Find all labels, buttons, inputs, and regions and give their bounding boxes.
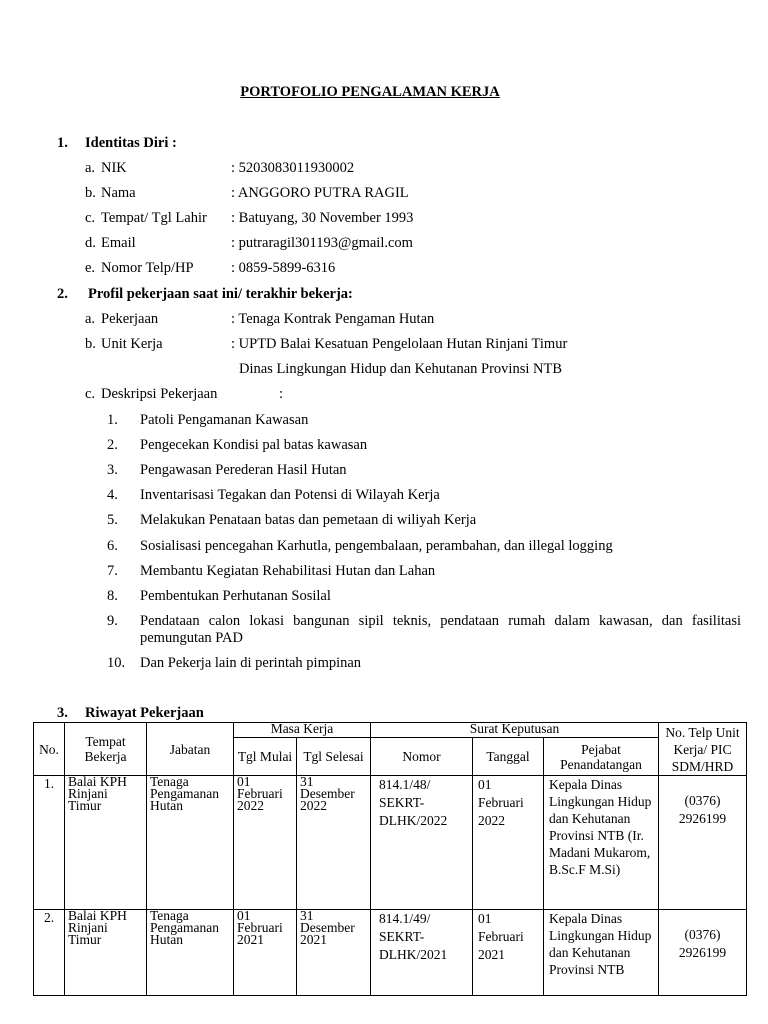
row-label: Deskripsi Pekerjaan <box>101 386 218 402</box>
list-item <box>107 512 741 530</box>
list-item-text: Dan Pekerja lain di perintah pimpinan <box>140 655 362 671</box>
list-item-text: Melakukan Penataan batas dan pemetaan di wiliyah Kerja <box>140 512 477 528</box>
row-letter: b. <box>85 185 96 201</box>
identity-row-telp <box>85 260 645 278</box>
list-item-text: Pengecekan Kondisi pal batas kawasan <box>140 437 368 453</box>
row-label: Nama <box>101 185 136 201</box>
section-1-heading <box>57 135 457 153</box>
list-item-text: Membantu Kegiatan Rehabilitasi Hutan dan Lahan <box>140 563 436 579</box>
cell-tanggal: 01 Februari 2021 <box>473 910 544 996</box>
list-item <box>107 538 741 556</box>
cell-pejabat: Kepala Dinas Lingkungan Hidup dan Kehutanan Provinsi NTB <box>544 910 659 996</box>
header-nomor: Nomor <box>371 738 473 776</box>
list-item-number: 3. <box>107 462 118 478</box>
header-surat-keputusan: Surat Keputusan <box>371 723 659 738</box>
section-number: 1. <box>57 135 68 151</box>
riwayat-pekerjaan-table <box>33 722 747 996</box>
cell-telp: (0376) 2926199 <box>659 776 747 910</box>
cell-tempat: Balai KPH Rinjani Timur <box>65 776 147 910</box>
section-title: Profil pekerjaan saat ini/ terakhir bekerja: <box>88 286 353 302</box>
row-label: Unit Kerja <box>101 336 163 352</box>
table-row <box>34 910 747 996</box>
cell-tempat: Balai KPH Rinjani Timur <box>65 910 147 996</box>
header-pejabat: Pejabat Penandatangan <box>544 738 659 776</box>
cell-tgl-selesai: 31 Desember 2021 <box>297 910 371 996</box>
list-item-text: Patoli Pengamanan Kawasan <box>140 412 309 428</box>
list-item <box>107 613 741 649</box>
list-item-number: 2. <box>107 437 118 453</box>
header-tgl-selesai: Tgl Selesai <box>297 738 371 776</box>
row-value: : Tenaga Kontrak Pengaman Hutan <box>231 311 435 327</box>
cell-nomor: 814.1/49/ SEKRT-DLHK/2021 <box>371 910 473 996</box>
section-2-heading <box>57 286 457 304</box>
list-item <box>107 588 741 606</box>
list-item-text: Pembentukan Perhutanan Sosilal <box>140 588 331 604</box>
row-label: Nomor Telp/HP <box>101 260 194 276</box>
header-tanggal: Tanggal <box>473 738 544 776</box>
row-letter: b. <box>85 336 96 352</box>
section-3-heading <box>57 705 457 723</box>
header-no: No. <box>34 723 65 776</box>
header-tgl-mulai: Tgl Mulai <box>234 738 297 776</box>
row-letter: c. <box>85 210 96 226</box>
list-item-text: Inventarisasi Tegakan dan Potensi di Wilayah Kerja <box>140 487 440 503</box>
cell-tgl-selesai: 31 Desember 2022 <box>297 776 371 910</box>
identity-row-email <box>85 235 645 253</box>
list-item-number: 9. <box>107 613 118 629</box>
table-row <box>34 776 747 910</box>
list-item-number: 8. <box>107 588 118 604</box>
list-item-text: Pendataan calon lokasi bangunan sipil teknis, pendataan rumah dalam kawasan, dan fasilitasi pemungutan PAD <box>140 613 741 646</box>
section-number: 2. <box>57 286 68 302</box>
row-letter: a. <box>85 160 96 176</box>
table-header-row <box>34 723 747 738</box>
cell-no: 2. <box>34 910 65 996</box>
list-item-number: 6. <box>107 538 118 554</box>
list-item-text: Sosialisasi pencegahan Karhutla, pengembalaan, perambahan, dan illegal logging <box>140 538 613 554</box>
document-title: PORTOFOLIO PENGALAMAN KERJA <box>240 84 500 100</box>
section-title: Riwayat Pekerjaan <box>85 705 204 721</box>
cell-jabatan: Tenaga Pengamanan Hutan <box>147 776 234 910</box>
row-value: : 5203083011930002 <box>231 160 355 176</box>
cell-pejabat: Kepala Dinas Lingkungan Hidup dan Kehutanan Provinsi NTB (Ir. Madani Mukarom, B.Sc.F M.Si) <box>544 776 659 910</box>
header-tempat-bekerja: Tempat Bekerja <box>65 723 147 776</box>
row-value: : putraragil301193@gmail.com <box>231 235 413 251</box>
cell-tgl-mulai: 01 Februari 2021 <box>234 910 297 996</box>
cell-no: 1. <box>34 776 65 910</box>
row-label: NIK <box>101 160 127 176</box>
cell-jabatan: Tenaga Pengamanan Hutan <box>147 910 234 996</box>
header-masa-kerja: Masa Kerja <box>234 723 371 738</box>
list-item <box>107 487 741 505</box>
identity-row-nik <box>85 160 645 178</box>
header-jabatan: Jabatan <box>147 723 234 776</box>
row-letter: d. <box>85 235 96 251</box>
row-value: : ANGGORO PUTRA RAGIL <box>231 185 409 201</box>
row-colon: : <box>279 386 284 402</box>
row-value: : 0859-5899-6316 <box>231 260 336 276</box>
list-item-number: 4. <box>107 487 118 503</box>
cell-tgl-mulai: 01 Februari 2022 <box>234 776 297 910</box>
row-label: Email <box>101 235 136 251</box>
list-item-number: 7. <box>107 563 118 579</box>
list-item-number: 5. <box>107 512 118 528</box>
cell-nomor: 814.1/48/ SEKRT-DLHK/2022 <box>371 776 473 910</box>
list-item <box>107 412 741 430</box>
list-item-number: 1. <box>107 412 118 428</box>
identity-row-nama <box>85 185 645 203</box>
row-label: Tempat/ Tgl Lahir <box>101 210 207 226</box>
row-letter: e. <box>85 260 96 276</box>
list-item <box>107 437 741 455</box>
identity-row-ttl <box>85 210 645 228</box>
cell-telp: (0376) 2926199 <box>659 910 747 996</box>
list-item <box>107 655 741 673</box>
header-telp-unit-kerja: No. Telp Unit Kerja/ PIC SDM/HRD <box>659 723 747 776</box>
list-item-number: 10. <box>107 655 126 671</box>
row-label: Pekerjaan <box>101 311 159 327</box>
section-number: 3. <box>57 705 68 721</box>
deskripsi-pekerjaan-row <box>85 386 385 404</box>
list-item <box>107 462 741 480</box>
list-item <box>107 563 741 581</box>
unit-kerja-line-2: Dinas Lingkungan Hidup dan Kehutanan Provinsi NTB <box>239 361 562 377</box>
row-value: : Batuyang, 30 November 1993 <box>231 210 414 226</box>
section-title: Identitas Diri : <box>85 135 177 151</box>
row-value: : UPTD Balai Kesatuan Pengelolaan Hutan Rinjani Timur <box>231 336 568 352</box>
cell-tanggal: 01 Februari 2022 <box>473 776 544 910</box>
row-letter: c. <box>85 386 96 402</box>
profile-row-pekerjaan <box>85 311 685 329</box>
list-item-text: Pengawasan Perederan Hasil Hutan <box>140 462 347 478</box>
row-letter: a. <box>85 311 96 327</box>
profile-row-unit-kerja <box>85 336 685 354</box>
